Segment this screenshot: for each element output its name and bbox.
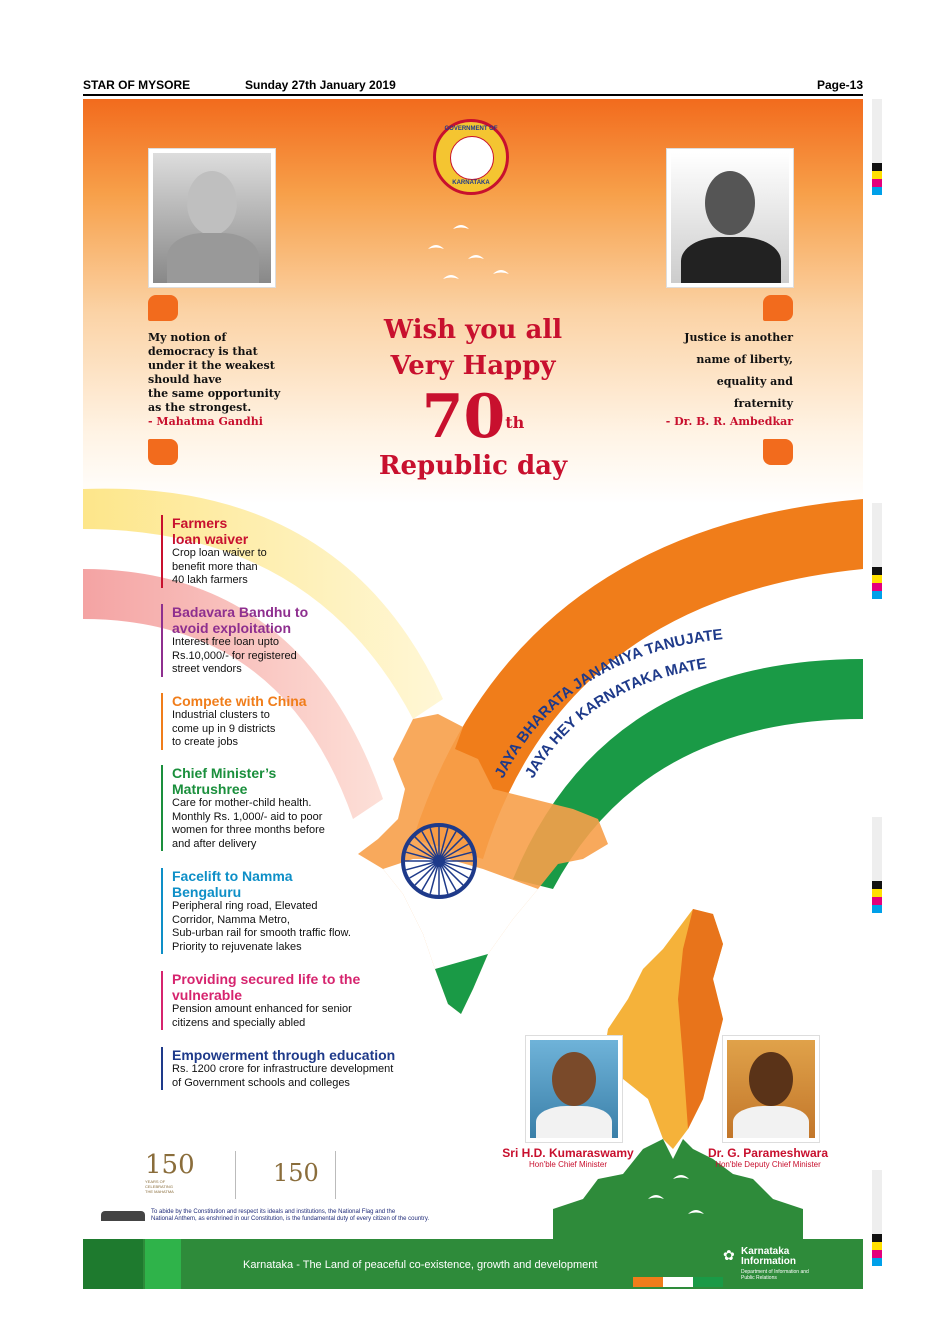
registration-marks-low [872,817,882,913]
kumaraswamy-photo [526,1036,622,1142]
scheme-compete-china: Compete with China Industrial clusters to come up in 9 districts to create jobs [161,693,307,750]
gandhi-150-logo: 150 [265,1151,336,1199]
greeting-line2: Very Happy [390,351,556,381]
emblem-top-text: GOVERNMENT OF [444,126,498,132]
publication-date: Sunday 27th January 2019 [245,78,396,92]
gandhi-150-years-logo: 150 YEARS OF CELEBRATING THE MAHATMA [145,1151,236,1199]
newspaper-header [83,78,863,94]
quote-close-icon-right [763,439,793,465]
emblem-bottom-text: KARNATAKA [452,180,490,186]
greeting-number: 70th [421,382,525,452]
greeting-line3: Republic day [378,451,568,481]
constitution-note: To abide by the Constitution and respect its ideals and institutions, the National Flag and the National Anthem, as enshrined in our Constitution, is the fundamental duty of every citizen of the country. [151,1209,430,1222]
slogan-line1: JAYA BHARATA JANANIYA TANUJATE [491,626,724,781]
scheme-farmers: Farmers loan waiver Crop loan waiver to benefit more than 40 lakh farmers [161,515,267,588]
ambedkar-portrait [667,149,793,287]
ashoka-chakra [403,825,475,897]
scheme-education: Empowerment through education Rs. 1200 crore for infrastructure development of Government schools and colleges [161,1047,395,1090]
quote-close-icon [148,439,178,465]
registration-marks-mid [872,503,882,599]
flower-icon: ✿ [723,1247,735,1263]
newspaper-name: STAR OF MYSORE [83,78,191,92]
scheme-bengaluru: Facelift to Namma Bengaluru Peripheral ring road, Elevated Corridor, Namma Metro, Sub-urban rail for smooth traffic flow. Priority to rejuvenate lakes [161,868,351,954]
leader-kumaraswamy: Sri H.D. Kumaraswamy Hon'ble Chief Minister [502,1146,634,1169]
karnataka-emblem [433,119,509,195]
quote-open-icon-right [763,295,793,321]
registration-marks-top [872,99,882,195]
slogan-line2: JAYA HEY KARNATAKA MATE [521,655,708,781]
parliament-icon [101,1211,145,1221]
ambedkar-quote: Justice is another name of liberty, equality and fraternity - Dr. B. R. Ambedkar [643,327,793,429]
gandhi-quote: My notion of democracy is that under it the weakest should have the same opportunity as the strongest. - Mahatma Gandhi [148,331,281,428]
gandhi-portrait [149,149,275,287]
scheme-badavara-bandhu: Badavara Bandhu to avoid exploitation Interest free loan upto Rs.10,000/- for registered street vendors [161,604,308,677]
leader-parameshwara: Dr. G. Parameshwara Hon'ble Deputy Chief Minister [707,1146,829,1169]
quote-open-icon [148,295,178,321]
ambedkar-author: - Dr. B. R. Ambedkar [665,415,793,428]
greeting-suffix: th [505,413,525,432]
scheme-matrushree: Chief Minister’s Matrushree Care for mother-child health. Monthly Rs. 1,000/- aid to poor women for three months before and after delivery [161,765,325,851]
footer-tagline: Karnataka - The Land of peaceful co-existence, growth and development [243,1259,598,1271]
header-rule [83,94,863,96]
greeting-line1: Wish you all [383,315,563,345]
gandhi-author: - Mahatma Gandhi [148,415,263,428]
page-number: Page-13 [816,78,863,92]
slogan-arc [463,579,823,799]
scheme-vulnerable: Providing secured life to the vulnerable Pension amount enhanced for senior citizens and specially abled [161,971,360,1030]
republic-day-advertisement: GOVERNMENT OF KARNATAKA My notion of democracy is that under it the weakest should have the same opportunity as the strongest. - Mahatma Gandhi Justice is another name of liberty, equality and fraternity - Dr. B. R. Ambedkar Wish you all Very Happy 70th Republic day JAYA BHARATA JANANIYA TANUJATE JAYA HEY KARNATAKA MATE Farmers loan waiver Crop loan waiver to benefit more than 40 lakh farmers Badavara Bandhu to avoid exploitation Interest free loan upto Rs.10,000/- for registered street vendors Compete with China Industrial clusters to come up in 9 districts to create jobs Chief Minister’s Matrushree Care for mother-child health. Monthly Rs. 1,000/- aid to poor women for three months before and after delivery Facelift to Namma Bengaluru Peripheral ring road, Elevated Corridor, Namma Metro, Sub-urban rail for smooth traffic flow. Priority to rejuvenate lakes Providing secured life to the vulnerable Pension amount enhanced for senior citizens and specially abled Empowerment through education Rs. 1200 crore for infrastructure development of Government schools and colleges Sri H.D. Kumaraswamy Hon'ble Chief Minister Dr. G. Parameshwara Hon'ble Deputy Chief Minister 150 YEARS OF CELEBRATING THE MAHATMA 150 To abide by the Constitution and respect its ideals and institutions, the National Flag and the National Anthem, as enshrined in our Constitution, is the fundamental duty of every citizen of the country. Karnataka - The Land of peaceful co-existence, growth and development ✿ Karnataka Information Department of Information and Public Relations [83,99,863,1289]
registration-marks-bottom [872,1170,882,1266]
parameshwara-photo [723,1036,819,1142]
